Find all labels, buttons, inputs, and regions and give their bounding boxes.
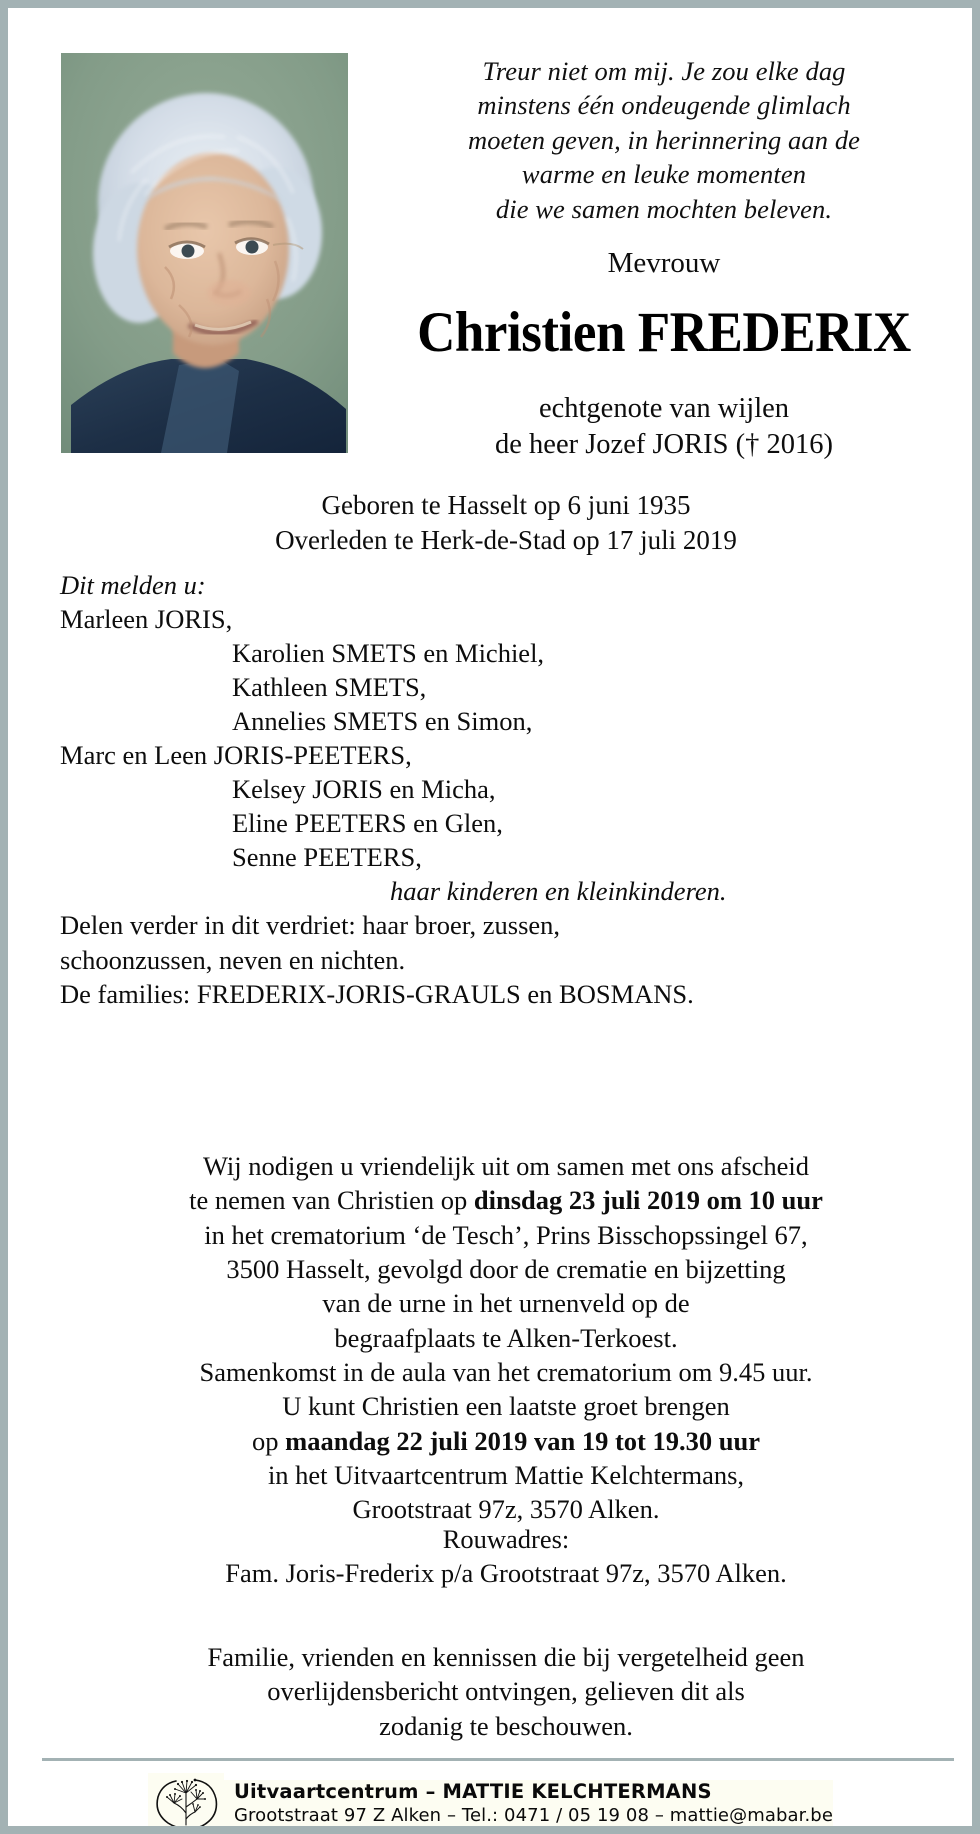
poem-line-3: moeten geven, in herinnering aan de [467, 124, 861, 155]
family-intro: Dit melden u: [60, 570, 206, 600]
ceremony-line-10: in het Uitvaartcentrum Mattie Kelchtermans, [267, 1459, 745, 1490]
ceremony-datetime-visitation: maandag 22 juli 2019 van 19 tot 19.30 uur [285, 1425, 760, 1456]
spouse-info [364, 391, 964, 462]
ceremony-line-11: Grootstraat 97z, 3570 Alken. [352, 1494, 660, 1525]
funeral-home-footer [148, 1772, 848, 1834]
ceremony-line-3: in het crematorium ‘de Tesch’, Prins Bisschopssingel 67, [204, 1219, 808, 1250]
families-line: De families: FREDERIX-JORIS-GRAULS en BOSMANS. [60, 978, 694, 1009]
mourning-address [48, 1522, 964, 1591]
poem-line-4: warme en leuke momenten [521, 159, 807, 190]
ceremony-line-8: U kunt Christien een laatste groet brengen [282, 1391, 730, 1422]
salutation: Mevrouw [607, 247, 721, 280]
birth-line: Geboren te Hasselt op 6 juni 1935 [321, 490, 691, 520]
vital-dates [48, 488, 964, 557]
family-entry: Marc en Leen JORIS-PEETERS, [60, 740, 412, 771]
poem-line-2: minstens één ondeugende glimlach [477, 90, 851, 121]
deceased-name: Christien FREDERIX [417, 301, 911, 365]
family-announcement [60, 568, 960, 1011]
ceremony-datetime-primary: dinsdag 23 juli 2019 om 10 uur [473, 1185, 823, 1216]
ceremony-line-1: Wij nodigen u vriendelijk uit om samen met ons afscheid [202, 1151, 810, 1181]
closing-line-1: Familie, vrienden en kennissen die bij vergetelheid geen [207, 1642, 805, 1672]
closing-line-3: zodanig te beschouwen. [379, 1710, 633, 1741]
portrait-photo-image [61, 53, 348, 453]
funeral-home-name: Uitvaartcentrum – MATTIE KELCHTERMANS [234, 1780, 712, 1804]
ceremony-line-4: 3500 Hasselt, gevolgd door de crematie en bijzetting [226, 1253, 786, 1284]
ceremony-line-9 [48, 1424, 964, 1458]
family-entry-list [60, 602, 960, 908]
portrait-photo [61, 53, 348, 453]
family-entry: Marleen JORIS, [60, 604, 233, 635]
mourning-address-value: Fam. Joris-Frederix p/a Grootstraat 97z, 3570 Alken. [225, 1558, 787, 1589]
ceremony-line-5: van de urne in het urnenveld op de [322, 1288, 690, 1319]
poem-line-1: Treur niet om mij. Je zou elke dag [482, 56, 846, 86]
poem-line-5: die we samen mochten beleven. [495, 193, 833, 224]
family-entry: Kathleen SMETS, [232, 672, 427, 703]
ceremony-line-9-prefix: op [252, 1425, 286, 1456]
family-entry: Karolien SMETS en Michiel, [232, 638, 545, 669]
flower-in-circle-icon [148, 1773, 224, 1834]
footer-divider [42, 1758, 954, 1761]
mourning-address-title: Rouwadres: [442, 1524, 570, 1554]
ceremony-line-2-prefix: te nemen van Christien op [189, 1185, 474, 1216]
ceremony-details [48, 1149, 964, 1526]
flower-in-circle-icon-svg [148, 1773, 224, 1834]
family-entry: Kelsey JORIS en Micha, [232, 774, 496, 805]
family-entry: Senne PEETERS, [232, 842, 422, 873]
ceremony-line-6: begraafplaats te Alken-Terkoest. [334, 1322, 678, 1353]
closing-note [48, 1640, 964, 1743]
family-entry: Annelies SMETS en Simon, [232, 706, 533, 737]
death-line: Overleden te Herk-de-Stad op 17 juli 2019 [275, 524, 737, 555]
family-entry: Eline PEETERS en Glen, [232, 808, 503, 839]
header-block [364, 54, 964, 462]
funeral-home-contact: Grootstraat 97 Z Alken – Tel.: 0471 / 05 19 08 – mattie@mabar.be [234, 1805, 833, 1827]
ceremony-line-2 [48, 1183, 964, 1217]
card-inner [16, 16, 980, 1834]
ceremony-line-7: Samenkomst in de aula van het crematorium om 9.45 uur. [199, 1356, 813, 1387]
spouse-line-1: echtgenote van wijlen [538, 393, 790, 425]
funeral-home-text [224, 1780, 833, 1828]
closing-line-2: overlijdensbericht ontvingen, gelieven dit als [267, 1676, 745, 1707]
spouse-line-2: de heer Jozef JORIS († 2016) [495, 428, 833, 460]
memorial-poem [364, 54, 964, 226]
condolence-line-2: schoonzussen, neven en nichten. [60, 944, 406, 975]
condolence-line-1: Delen verder in dit verdriet: haar broer, zussen, [60, 910, 561, 941]
family-entry: haar kinderen en kleinkinderen. [390, 876, 727, 907]
